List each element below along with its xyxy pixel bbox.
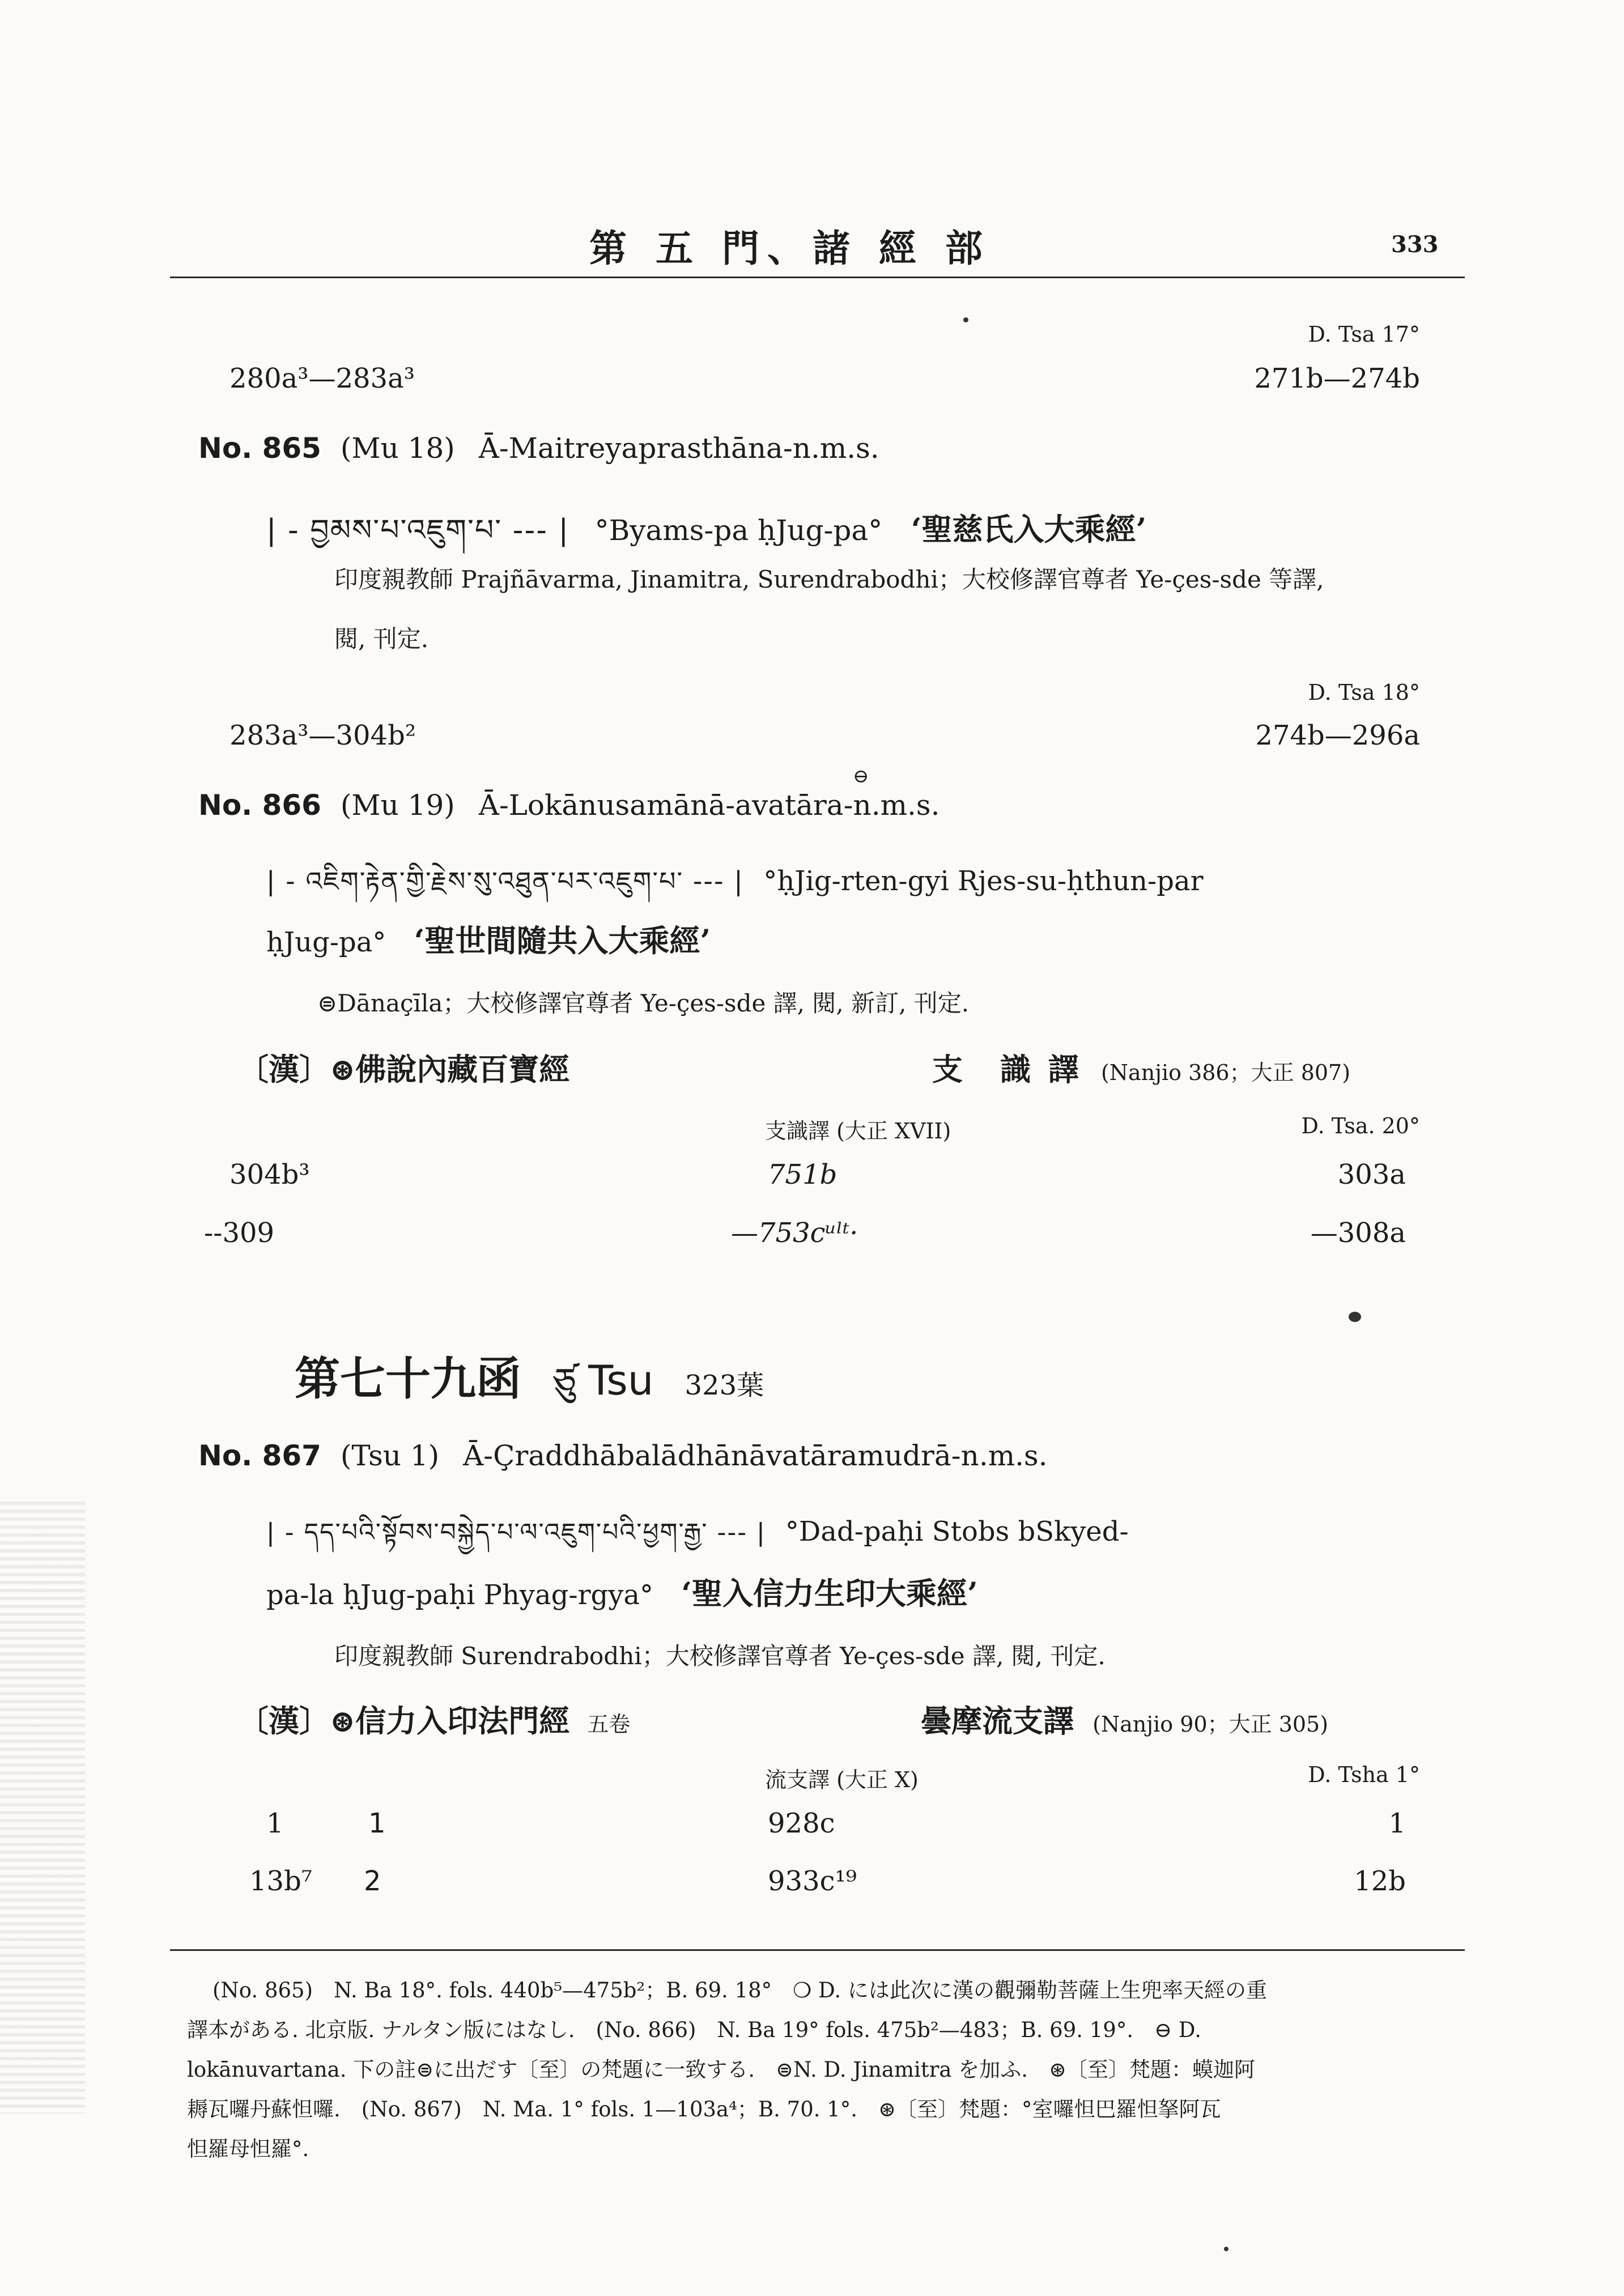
- cell-right: 1: [1388, 1808, 1406, 1839]
- entry865-dtsa: D. Tsa 17°: [1308, 322, 1420, 347]
- han-volumes: 五卷: [587, 1712, 631, 1737]
- entry867-tibetan-line: [266, 1504, 1129, 1575]
- cell-right: 303a: [1337, 1159, 1406, 1190]
- entry867-col-head-right: D. Tsha 1°: [1308, 1762, 1420, 1787]
- footnote-line: 怛羅母怛羅°.: [187, 2137, 309, 2161]
- chinese-title: ‘聖世間隨共入大乘經’: [414, 922, 711, 959]
- entry866-col-head-mid: 支識譯 (大正 XVII): [765, 1119, 951, 1143]
- transliteration: pa-la ḥJug-paḥi Phyag-rgya°: [266, 1579, 653, 1611]
- footnote-line: lokānuvartana. 下の註⊜に出だす〔至〕の梵題に一致する. ⊜N. D. Jinamitra を加ふ. ⊛〔至〕梵題：蟆迦阿: [187, 2057, 1256, 2082]
- header-rule: [170, 277, 1465, 278]
- transliteration: °Dad-paḥi Stobs bSkyed-: [785, 1516, 1129, 1547]
- entry867-translators: 印度親教師 Surendrabodhi；大校修譯官尊者 Ye-çes-sde 譯, 閱, 刊定.: [334, 1642, 1106, 1670]
- entry865-folio-left: 280a³—283a³: [229, 363, 415, 394]
- transliteration: °ḥJig-rten-gyi Rjes-su-ḥthun-par: [763, 865, 1204, 897]
- page-number: 333: [1391, 231, 1439, 258]
- han-title: 〔漢〕⊛信力入印法門經: [238, 1703, 570, 1739]
- entry-mu: (Tsu 1): [340, 1439, 440, 1472]
- entry-mu: (Mu 18): [340, 432, 455, 465]
- entry865-folio-right: 271b—274b: [1254, 363, 1420, 394]
- han-reference: (Nanjio 90；大正 305): [1092, 1712, 1329, 1737]
- entry-number: No. 866: [198, 789, 321, 822]
- entry-title: Ā-Maitreyaprasthāna-n.m.s.: [478, 432, 879, 465]
- entry867-han-translator: [921, 1697, 1328, 1741]
- cell-mid: —753cᵘˡᵗ·: [731, 1217, 858, 1249]
- ink-speck: [1224, 2247, 1228, 2251]
- entry-number: No. 865: [198, 432, 321, 465]
- cell-right: —308a: [1310, 1217, 1406, 1249]
- entry867-col-head-mid: 流支譯 (大正 X): [765, 1767, 919, 1792]
- cell-mid: 751b: [768, 1159, 837, 1190]
- scan-edge-noise: [0, 1502, 85, 2114]
- table-row: [0, 1865, 1624, 1899]
- transliteration: °Byams-pa ḥJug-pa°: [594, 514, 883, 547]
- transliteration: ḥJug-pa°: [266, 926, 386, 958]
- entry-number: No. 867: [198, 1439, 321, 1472]
- tibetan-title: | - འཇིག་རྟེན་གྱི་རྗེས་སུ་འཐུན་པར་འཇུག་པ་ --- |: [266, 866, 744, 896]
- ink-speck: [1349, 1312, 1361, 1322]
- entry867-heading: [198, 1439, 1048, 1472]
- cell-left: --309: [204, 1217, 275, 1249]
- entry866-folio-right: 274b—296a: [1255, 720, 1420, 751]
- entry866-folio-left: 283a³—304b²: [229, 720, 416, 751]
- footnote-line: 譯本がある. 北京版. ナルタン版にはなし. (No. 866) N. Ba 19° fols. 475b²—483；B. 69. 19°. ⊖ D.: [187, 2018, 1201, 2042]
- ink-speck: [963, 317, 968, 322]
- leaf-count: 323葉: [685, 1370, 764, 1401]
- entry867-han-label: [238, 1697, 630, 1741]
- entry865-translators-cont: 閱, 刊定.: [334, 625, 429, 653]
- footnote-line: (No. 865) N. Ba 18°. fols. 440b⁵—475b²；B. 69. 18° ❍ D. には此次に漢の觀彌勒菩薩上生兜率天經の重: [212, 1978, 1267, 2002]
- cell-mid: 928c: [768, 1808, 835, 1839]
- cell-left: 1: [266, 1808, 284, 1839]
- entry866-translators: ⊜Dānaçīla；大校修譯官尊者 Ye-çes-sde 譯, 閱, 新訂, 刊定.: [317, 989, 970, 1017]
- cell-vol: 2: [364, 1865, 381, 1897]
- han-reference: (Nanjio 386；大正 807): [1100, 1060, 1351, 1085]
- cell-vol: 1: [368, 1808, 386, 1839]
- entry866-heading: [198, 789, 939, 822]
- chinese-title: ‘聖入信力生印大乘經’: [681, 1575, 978, 1612]
- volume-number: 第七十九函: [295, 1352, 521, 1405]
- cell-left: 304b³: [229, 1159, 310, 1190]
- table-row: [0, 1217, 1624, 1251]
- section-heading: [295, 1340, 764, 1445]
- entry866-han-label: 〔漢〕⊛佛說內藏百寶經: [238, 1051, 570, 1087]
- entry867-tibetan-line-2: [266, 1570, 978, 1613]
- translator-name: 支 識 譯: [932, 1051, 1082, 1087]
- chinese-title: ‘聖慈氏入大乘經’: [911, 511, 1147, 547]
- entry866-tibetan-line-2: [266, 917, 711, 960]
- running-header: 第 五 門、諸 經 部: [589, 226, 990, 270]
- entry866-dtsa: D. Tsa 18°: [1308, 680, 1420, 705]
- entry866-tibetan-line: [266, 853, 1204, 926]
- table-row: [0, 1808, 1624, 1842]
- entry866-mark: ⊖: [853, 765, 869, 788]
- entry-title: Ā-Çraddhābalādhānāvatāramudrā-n.m.s.: [463, 1439, 1048, 1472]
- entry-mu: (Mu 19): [340, 789, 455, 822]
- section-tibetan: ཙུ: [552, 1360, 578, 1404]
- entry866-han-translator: [932, 1045, 1350, 1089]
- section-roman: Tsu: [588, 1357, 654, 1404]
- entry865-heading: [198, 432, 879, 465]
- cell-left: 13b⁷: [249, 1865, 313, 1897]
- cell-right: 12b: [1354, 1865, 1406, 1897]
- entry-title: Ā-Lokānusamānā-avatāra-n.m.s.: [478, 789, 940, 822]
- tibetan-title: | - བྱམས་པ་འཇུག་པ་ --- |: [266, 513, 570, 547]
- entry865-translators: 印度親教師 Prajñāvarma, Jinamitra, Surendrabodhi；大校修譯官尊者 Ye-çes-sde 等譯,: [334, 566, 1324, 593]
- entry866-col-head-right: D. Tsa. 20°: [1301, 1113, 1420, 1138]
- translator-name: 曇摩流支譯: [921, 1703, 1074, 1739]
- tibetan-title: | - དད་པའི་སྟོབས་བསྐྱེད་པ་ལ་འཇུག་པའི་ཕྱག་རྒྱ་ --- |: [266, 1518, 766, 1547]
- footnote-rule: [170, 1949, 1465, 1951]
- cell-mid: 933c¹⁹: [768, 1865, 857, 1897]
- table-row: [0, 1159, 1624, 1193]
- footnote-line: 耨瓦囉丹蘇怛囉. (No. 867) N. Ma. 1° fols. 1—103a⁴；B. 70. 1°. ⊛〔至〕梵題：°室囉怛巴羅怛拏阿瓦: [187, 2097, 1221, 2121]
